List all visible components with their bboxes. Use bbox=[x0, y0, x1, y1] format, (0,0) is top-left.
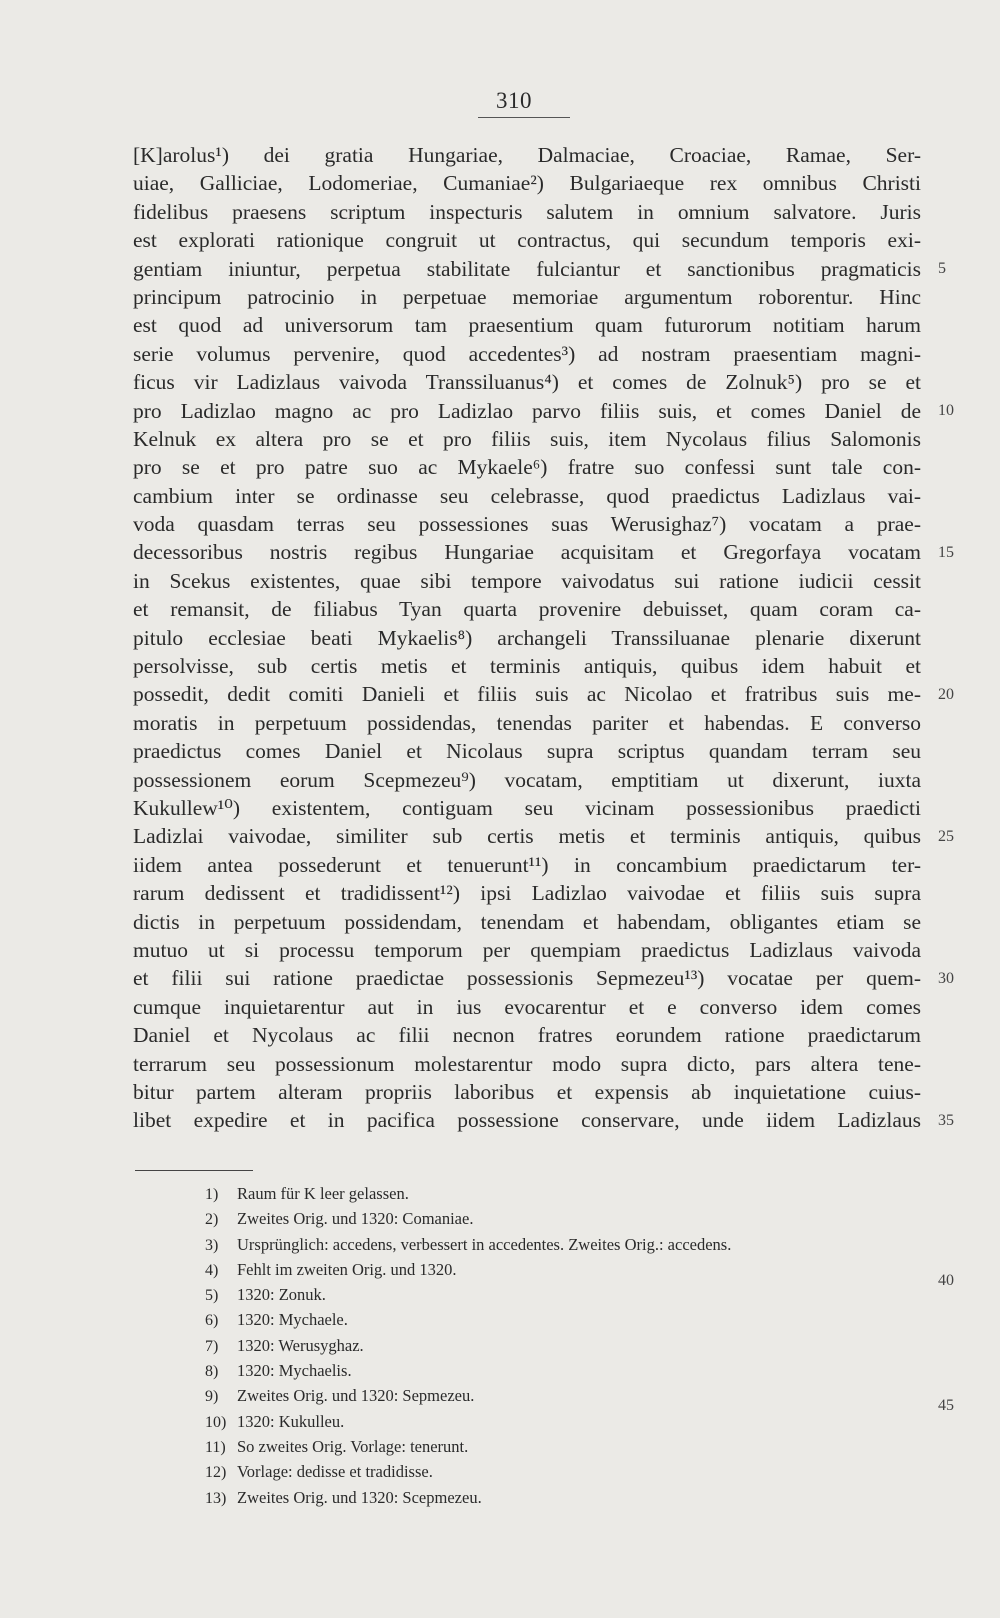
footnote bbox=[205, 1257, 925, 1282]
footnote-mark: 9) bbox=[205, 1388, 219, 1406]
footnote-mark: 6) bbox=[205, 1312, 219, 1330]
footnote-text: Vorlage: dedisse et tradidisse. bbox=[237, 1462, 433, 1482]
text-line: uiae, Galliciae, Lodomeriae, Cumaniae²) Bulgariaeque rex omnibus Christi bbox=[133, 171, 921, 196]
footnote bbox=[205, 1383, 925, 1408]
text-line: et remansit, de filiabus Tyan quarta provenire debuisset, quam coram ca- bbox=[133, 597, 921, 622]
footnote bbox=[205, 1409, 925, 1434]
text-line: decessoribus nostris regibus Hungariae acquisitam et Gregorfaya vocatam bbox=[133, 540, 921, 565]
footnote-rule bbox=[135, 1170, 253, 1171]
text-line: Daniel et Nycolaus ac filii necnon fratres eorundem ratione praedictarum bbox=[133, 1023, 921, 1048]
text-line: iidem antea possederunt et tenuerunt¹¹) in concambium praedictarum ter- bbox=[133, 852, 921, 877]
footnote-text: 1320: Kukulleu. bbox=[237, 1411, 345, 1431]
footnote-text: Ursprünglich: accedens, verbessert in accedentes. Zweites Orig.: accedens. bbox=[237, 1234, 732, 1254]
text-line: [K]arolus¹) dei gratia Hungariae, Dalmaciae, Croaciae, Ramae, Ser- bbox=[133, 143, 921, 167]
text-line: est quod ad universorum tam praesentium quam futurorum notitiam harum bbox=[133, 313, 921, 338]
text-line: praedictus comes Daniel et Nicolaus supra scriptus quandam terram seu bbox=[133, 739, 921, 764]
footnote-mark: 12) bbox=[205, 1464, 227, 1482]
footnote-mark: 11) bbox=[205, 1438, 226, 1456]
footnote-text: Zweites Orig. und 1320: Scepmezeu. bbox=[237, 1487, 482, 1507]
footnote-text: Zweites Orig. und 1320: Sepmezeu. bbox=[237, 1386, 475, 1406]
footnote bbox=[205, 1485, 925, 1510]
footnote-text: Zweites Orig. und 1320: Comaniae. bbox=[237, 1209, 474, 1229]
text-line: Kukullew¹⁰) existentem, contiguam seu vicinam possessionibus praedicti bbox=[133, 795, 921, 820]
footnote-text: So zweites Orig. Vorlage: tenerunt. bbox=[237, 1436, 469, 1456]
text-line: voda quasdam terras seu possessiones suas Werusighaz⁷) vocatam a prae- bbox=[133, 512, 921, 537]
text-line: et filii sui ratione praedictae possessionis Sepmezeu¹³) vocatae per quem- bbox=[133, 966, 921, 991]
text-line: mutuo ut si processu temporum per quempiam praedictus Ladizlaus vaivoda bbox=[133, 937, 921, 962]
page-number: 310 bbox=[496, 88, 532, 113]
line-number: 40 bbox=[938, 1272, 954, 1289]
footnote-text: 1320: Werusyghaz. bbox=[237, 1335, 364, 1355]
text-line: pro Ladizlao magno ac pro Ladizlao parvo filiis suis, et comes Daniel de bbox=[133, 398, 921, 423]
footnote-mark: 1) bbox=[205, 1186, 219, 1203]
footnote-text: 1320: Mychaele. bbox=[237, 1310, 348, 1330]
footnote-text: 1320: Zonuk. bbox=[237, 1285, 326, 1305]
footnote-mark: 3) bbox=[205, 1236, 219, 1254]
footnote bbox=[205, 1282, 925, 1307]
text-line: pitulo ecclesiae beati Mykaelis⁸) archangeli Transsiluanae plenarie dixerunt bbox=[133, 625, 921, 650]
footnote bbox=[205, 1459, 925, 1484]
text-line: pro se et pro patre suo ac Mykaele⁶) fratre suo confessi sunt tale con- bbox=[133, 455, 921, 480]
footnote-text: 1320: Mychaelis. bbox=[237, 1361, 352, 1381]
footnote bbox=[205, 1307, 925, 1332]
text-line: est explorati rationique congruit ut contractus, qui secundum temporis exi- bbox=[133, 228, 921, 253]
footnote-mark: 4) bbox=[205, 1261, 219, 1279]
body-text bbox=[133, 141, 921, 1135]
line-number: 35 bbox=[938, 1111, 954, 1129]
footnote bbox=[205, 1206, 925, 1231]
text-line: principum patrocinio in perpetuae memoriae argumentum roborentur. Hinc bbox=[133, 284, 921, 309]
text-line: dictis in perpetuum possidendam, tenendam et habendam, obligantes etiam se bbox=[133, 909, 921, 934]
footnote bbox=[205, 1232, 925, 1257]
footnote-mark: 7) bbox=[205, 1337, 219, 1355]
text-line: ficus vir Ladizlaus vaivoda Transsiluanus⁴) et comes de Zolnuk⁵) pro se et bbox=[133, 370, 921, 395]
footnote bbox=[205, 1434, 925, 1459]
line-number: 15 bbox=[938, 543, 954, 561]
text-line: Ladizlai vaivodae, similiter sub certis metis et terminis antiquis, quibus bbox=[133, 824, 921, 849]
footnote bbox=[205, 1358, 925, 1383]
line-number: 25 bbox=[938, 827, 954, 845]
text-line: moratis in perpetuum possidendas, tenendas pariter et habendas. E converso bbox=[133, 710, 921, 735]
line-number: 30 bbox=[938, 969, 954, 987]
text-line: cumque inquietarentur aut in ius evocarentur et e converso idem comes bbox=[133, 994, 921, 1019]
footnote-mark: 2) bbox=[205, 1211, 219, 1229]
line-number: 20 bbox=[938, 685, 954, 703]
line-number: 10 bbox=[938, 401, 954, 419]
footnotes bbox=[205, 1181, 925, 1510]
text-line: Kelnuk ex altera pro se et pro filiis suis, item Nycolaus filius Salomonis bbox=[133, 426, 921, 451]
footnote-mark: 10) bbox=[205, 1413, 227, 1431]
footnote-mark: 5) bbox=[205, 1287, 219, 1305]
footnote bbox=[205, 1333, 925, 1358]
footnote-mark: 13) bbox=[205, 1489, 227, 1507]
text-line: possessionem eorum Scepmezeu⁹) vocatam, emptitiam ut dixerunt, iuxta bbox=[133, 767, 921, 792]
text-line: libet expedire et in pacifica possessione conservare, unde iidem Ladizlaus bbox=[133, 1108, 921, 1133]
line-number: 5 bbox=[938, 259, 946, 277]
text-line: gentiam iniuntur, perpetua stabilitate fulciantur et sanctionibus pragmaticis bbox=[133, 256, 921, 281]
footnote bbox=[205, 1181, 925, 1206]
text-line: in Scekus existentes, quae sibi tempore vaivodatus sui ratione iudicii cessit bbox=[133, 568, 921, 593]
line-number: 45 bbox=[938, 1397, 954, 1414]
text-line: persolvisse, sub certis metis et terminis antiquis, quibus idem habuit et bbox=[133, 654, 921, 679]
text-line: terrarum seu possessionum molestarentur modo supra dicto, pars altera tene- bbox=[133, 1051, 921, 1076]
text-line: possedit, dedit comiti Danieli et filiis suis ac Nicolao et fratribus suis me- bbox=[133, 682, 921, 707]
text-line: rarum dedissent et tradidissent¹²) ipsi Ladizlao vaivodae et filiis suis supra bbox=[133, 881, 921, 906]
footnote-text: Fehlt im zweiten Orig. und 1320. bbox=[237, 1259, 457, 1279]
text-line: serie volumus pervenire, quod accedentes³) ad nostram praesentiam magni- bbox=[133, 341, 921, 366]
text-line: bitur partem alteram propriis laboribus et expensis ab inquietatione cuius- bbox=[133, 1079, 921, 1104]
text-line: fidelibus praesens scriptum inspecturis salutem in omnium salvatore. Juris bbox=[133, 199, 921, 224]
text-line: cambium inter se ordinasse seu celebrasse, quod praedictus Ladizlaus vai- bbox=[133, 483, 921, 508]
footnote-text: Raum für K leer gelassen. bbox=[237, 1184, 409, 1203]
page-number-rule bbox=[478, 117, 570, 118]
footnote-mark: 8) bbox=[205, 1363, 219, 1381]
